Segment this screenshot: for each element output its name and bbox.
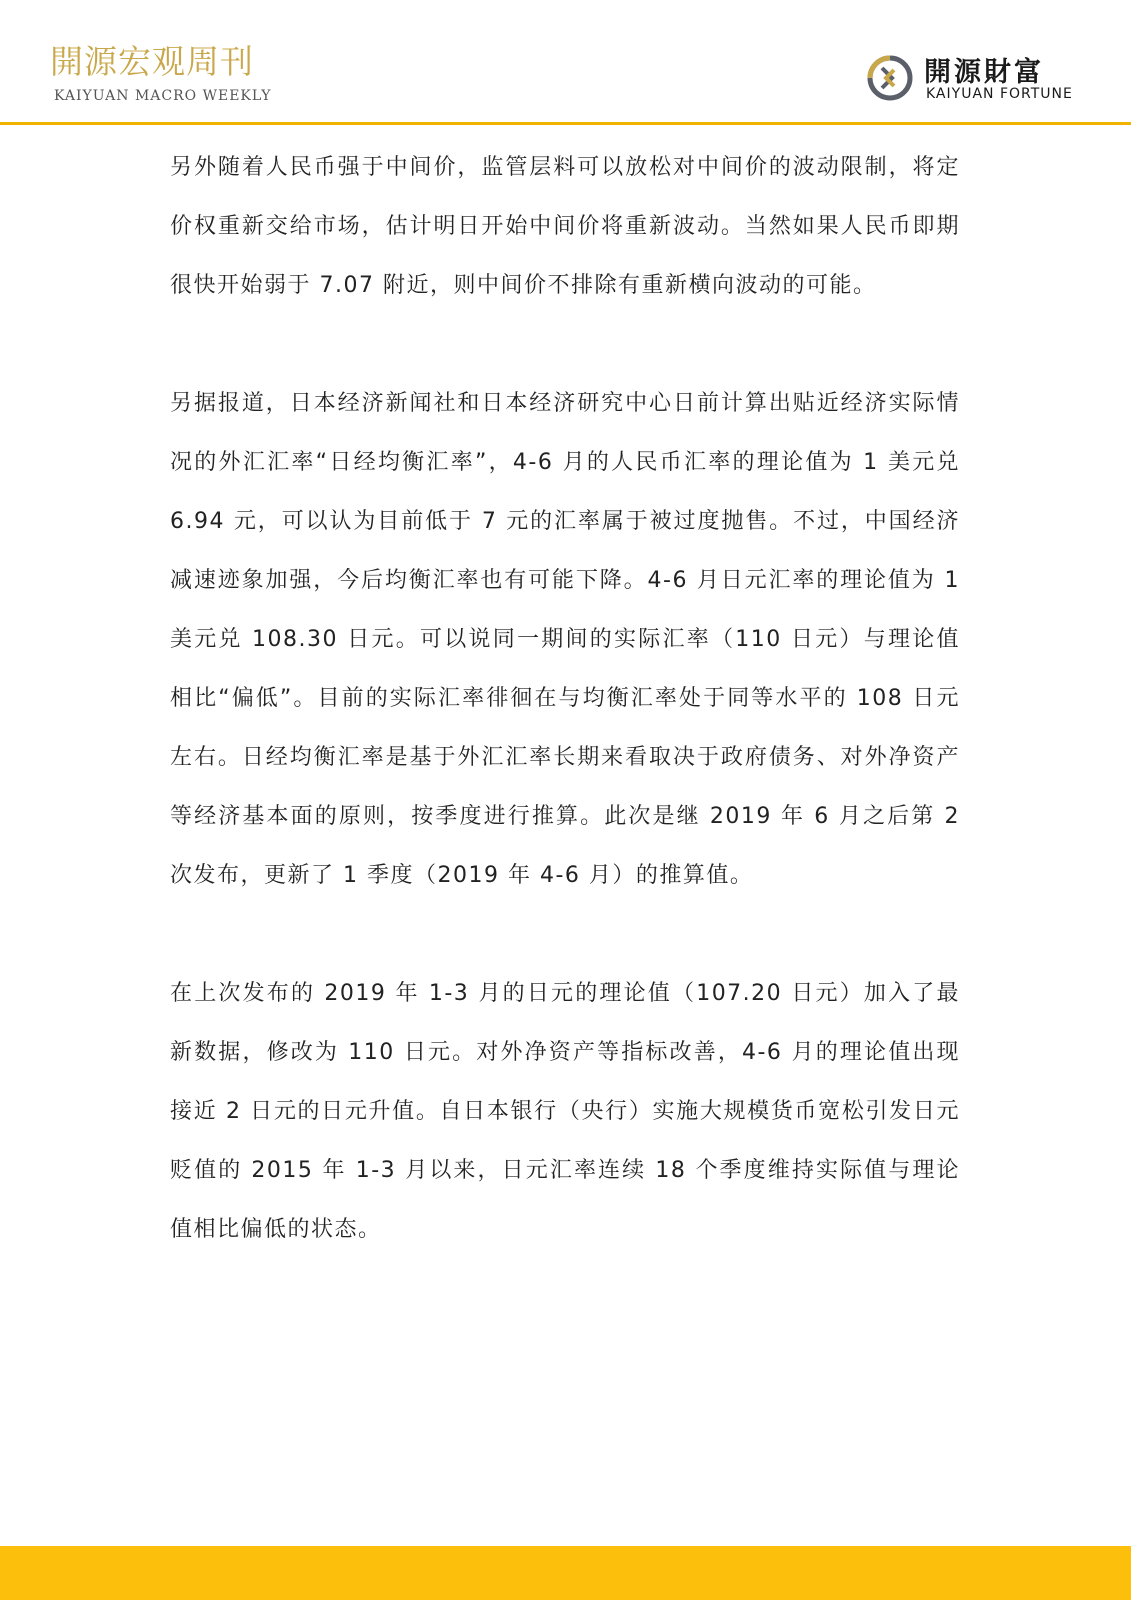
kaiyuan-logo-icon: [866, 54, 914, 102]
body-paragraph: 在上次发布的 2019 年 1-3 月的日元的理论值（107.20 日元）加入了最新数据，修改为 110 日元。对外净资产等指标改善，4-6 月的理论值出现接近 2 日元的日元升值。自日本银行（央行）实施大规模货币宽松引发日元贬值的 2015 年 1-3 月以来，日元汇率连续 18 个季度维持实际值与理论值相比偏低的状态。: [170, 981, 960, 1242]
company-logo: [866, 50, 1086, 110]
header-divider: [0, 122, 1131, 125]
body-paragraph: 另据报道，日本经济新闻社和日本经济研究中心日前计算出贴近经济实际情况的外汇汇率“日经均衡汇率”，4-6 月的人民币汇率的理论值为 1 美元兑 6.94 元，可以认为目前低于 7 元的汇率属于被过度抛售。不过，中国经济减速迹象加强，今后均衡汇率也有可能下降。4-6 月日元汇率的理论值为 1 美元兑 108.30 日元。可以说同一期间的实际汇率（110 日元）与理论值相比“偏低”。目前的实际汇率徘徊在与均衡汇率处于同等水平的 108 日元左右。日经均衡汇率是基于外汇汇率长期来看取决于政府债务、对外净资产等经济基本面的原则，按季度进行推算。此次是继 2019 年 6 月之后第 2 次发布，更新了 1 季度（2019 年 4-6 月）的推算值。: [170, 391, 960, 888]
page-header: [0, 0, 1131, 126]
body-paragraph: 另外随着人民币强于中间价，监管层料可以放松对中间价的波动限制，将定价权重新交给市场，估计明日开始中间价将重新波动。当然如果人民币即期很快开始弱于 7.07 附近，则中间价不排除有重新横向波动的可能。: [170, 155, 960, 298]
publication-title: 開源宏观周刊: [50, 42, 254, 81]
logo-chinese-name: 開源財富: [924, 57, 1044, 88]
publication-subtitle: KAIYUAN MACRO WEEKLY: [54, 88, 272, 104]
logo-english-name: KAIYUAN FORTUNE: [926, 86, 1073, 102]
footer-band: [0, 1546, 1131, 1600]
article-body: [170, 138, 960, 1259]
